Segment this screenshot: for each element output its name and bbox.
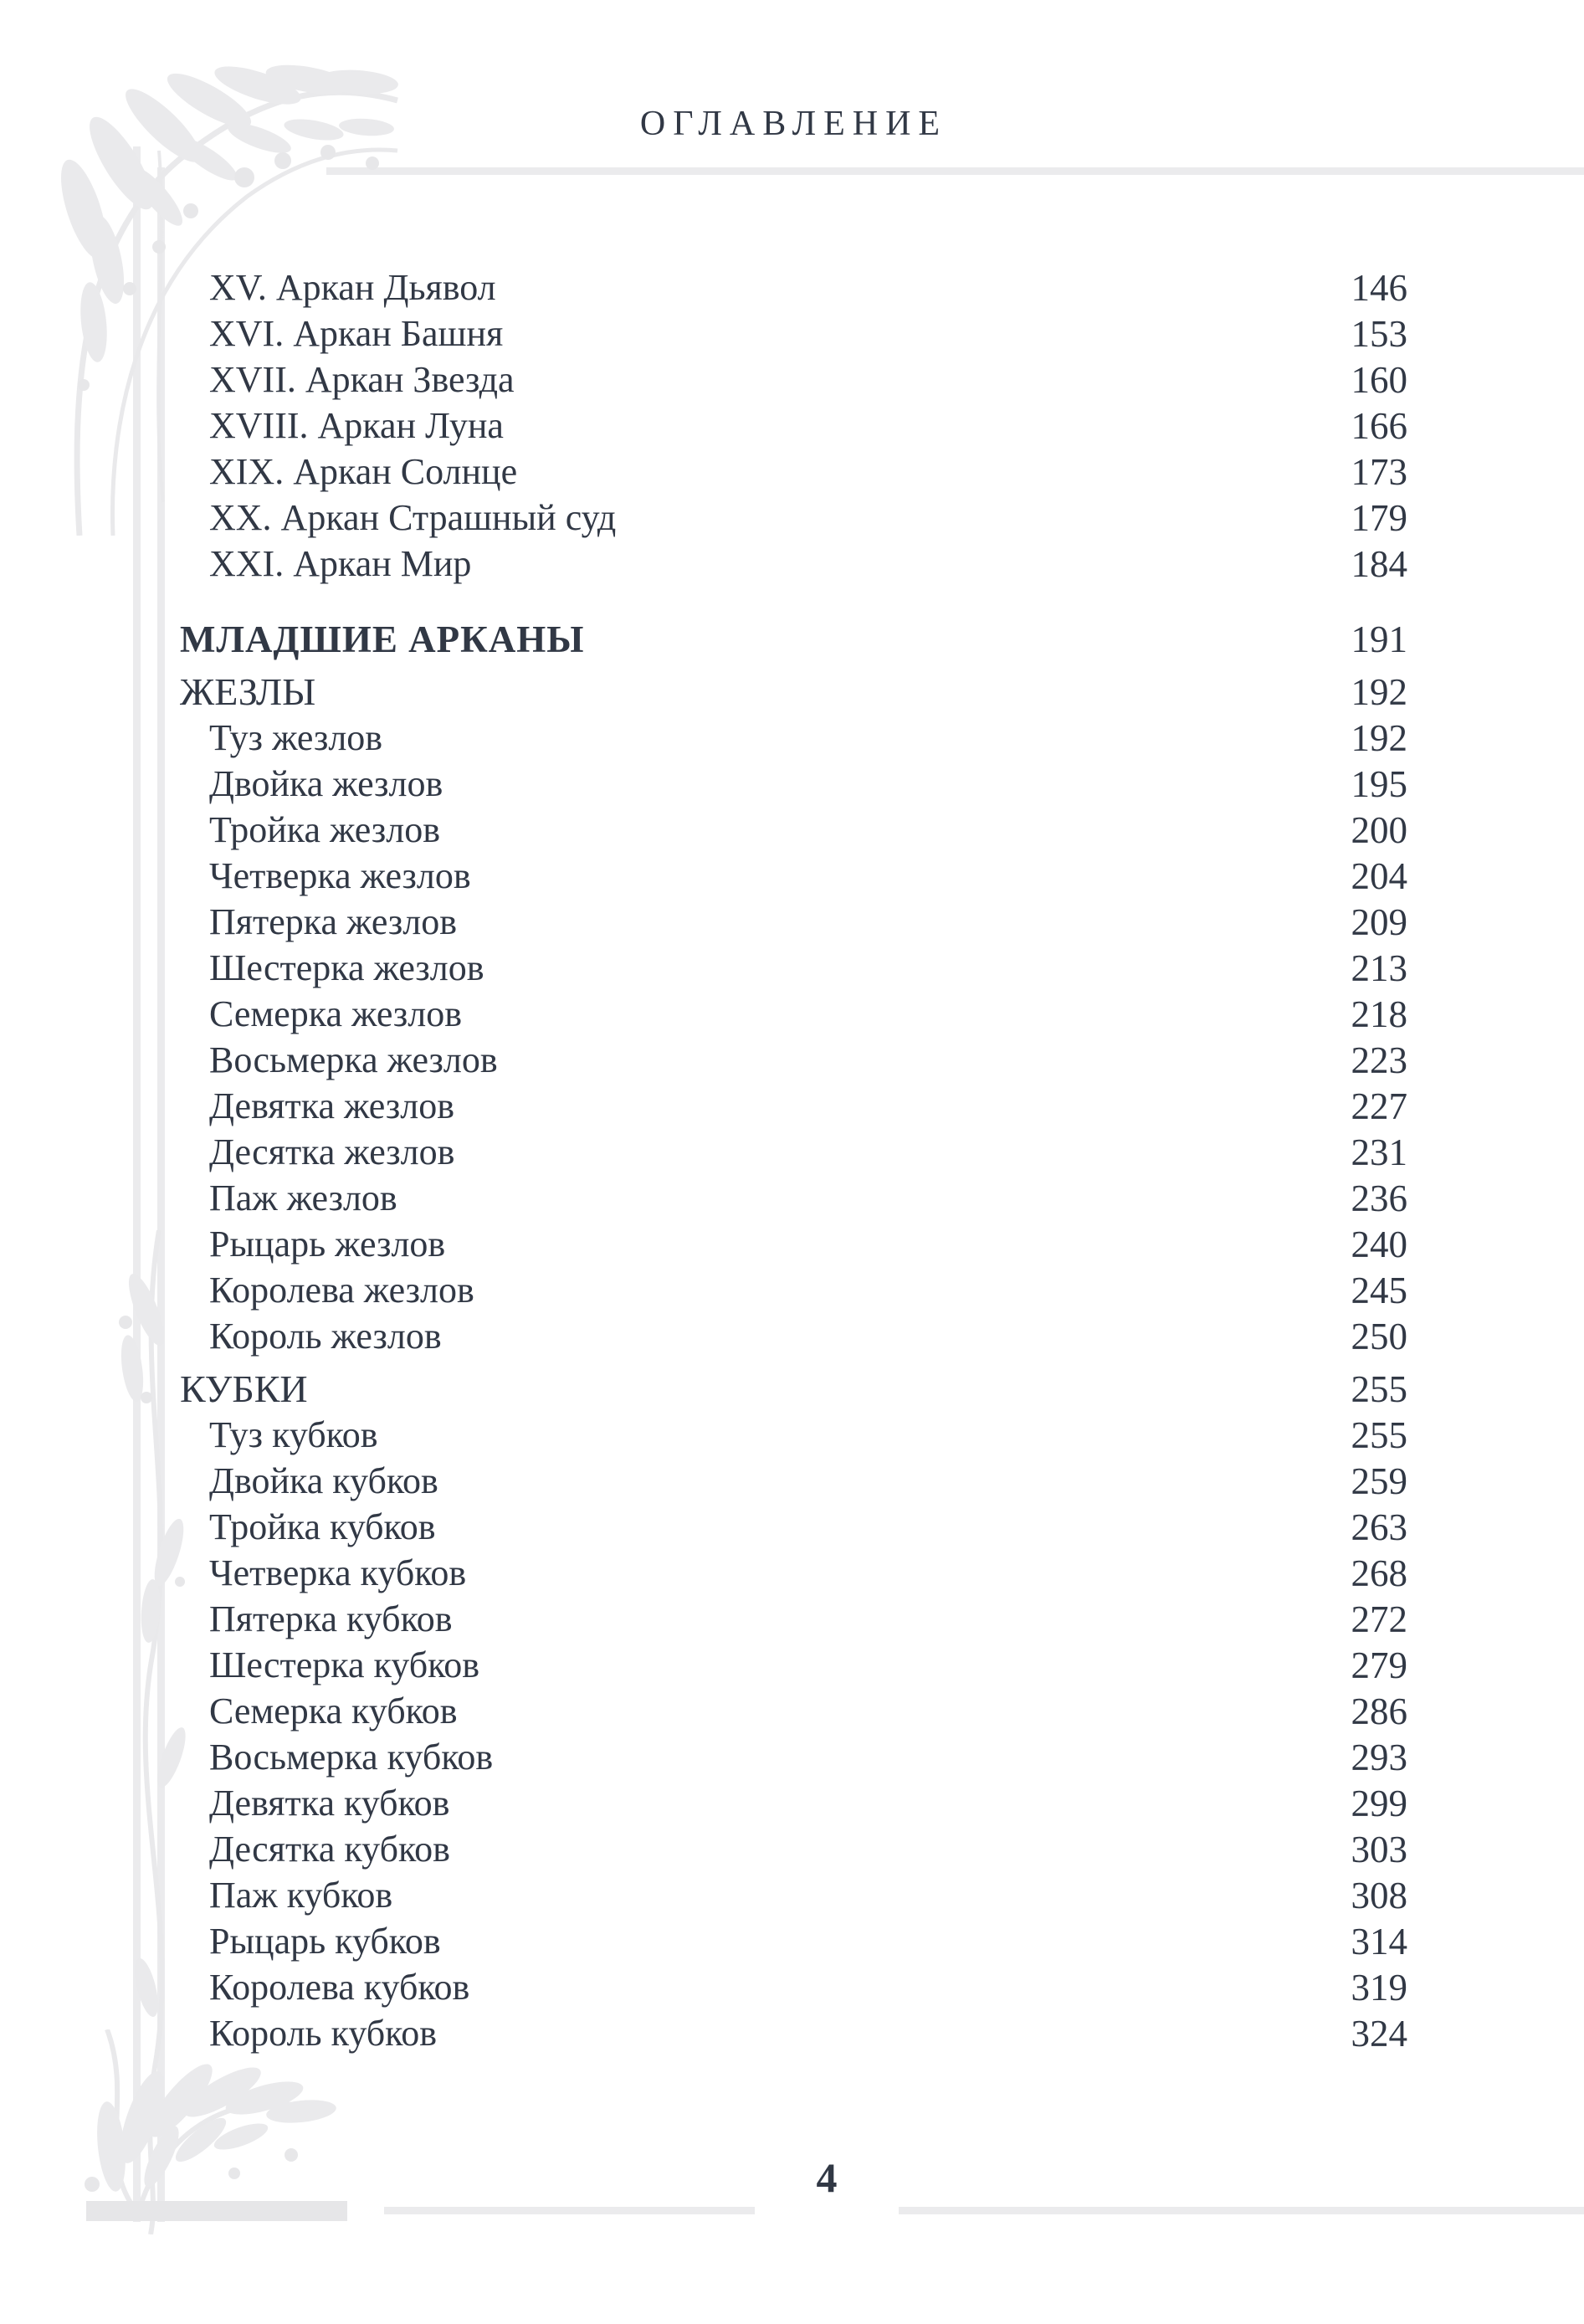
toc-entry-page: 173 [1351, 450, 1407, 493]
toc-row [180, 1826, 1407, 1872]
toc-entry-page: 259 [1351, 1460, 1407, 1502]
toc-entry-page: 255 [1351, 1367, 1407, 1410]
toc-row [180, 403, 1407, 449]
toc-entry-page: 268 [1351, 1552, 1407, 1594]
toc-entry-page: 250 [1351, 1315, 1407, 1357]
toc-entry-label: Король жезлов [209, 1316, 442, 1357]
toc-entry-label: Тройка жезлов [209, 809, 440, 850]
toc-entry-label: Королева кубков [209, 1967, 470, 2008]
toc-row [180, 1964, 1407, 2010]
toc-entry-page: 272 [1351, 1598, 1407, 1640]
page-title: ОГЛАВЛЕНИЕ [639, 105, 948, 143]
footer-rule-right [899, 2207, 1584, 2214]
toc-entry-label: Тройка кубков [209, 1506, 436, 1547]
toc-entry-page: 218 [1351, 993, 1407, 1035]
toc-entry-label: ЖЕЗЛЫ [180, 670, 316, 713]
toc-entry-label: Восьмерка кубков [209, 1737, 494, 1778]
toc-row [180, 1504, 1407, 1550]
toc-entry-page: 236 [1351, 1177, 1407, 1219]
toc-entry-page: 319 [1351, 1966, 1407, 2008]
toc-list [180, 264, 1407, 2056]
toc-entry-page: 227 [1351, 1085, 1407, 1127]
toc-entry-label: Король кубков [209, 2013, 438, 2054]
toc-entry-label: Паж кубков [209, 1875, 393, 1916]
toc-entry-page: 303 [1351, 1828, 1407, 1870]
toc-row [180, 945, 1407, 991]
header-rule [326, 167, 1584, 175]
toc-entry-page: 195 [1351, 762, 1407, 805]
toc-row [180, 1872, 1407, 1918]
toc-entry-page: 286 [1351, 1690, 1407, 1732]
toc-entry-label: Туз кубков [209, 1414, 378, 1455]
toc-entry-label: Двойка кубков [209, 1460, 438, 1501]
toc-row [180, 1412, 1407, 1458]
toc-entry-label: КУБКИ [180, 1367, 308, 1410]
toc-row [180, 541, 1407, 587]
toc-entry-page: 204 [1351, 854, 1407, 897]
toc-entry-label: Пятерка жезлов [209, 901, 458, 942]
toc-entry-label: XXI. Аркан Мир [209, 543, 472, 584]
toc-entry-page: 263 [1351, 1506, 1407, 1548]
toc-entry-label: Четверка жезлов [209, 855, 471, 896]
toc-entry-label: Семерка кубков [209, 1690, 458, 1731]
left-frame-outer-line [133, 146, 141, 2222]
toc-row [180, 1596, 1407, 1642]
toc-row [180, 853, 1407, 899]
toc-entry-label: XVII. Аркан Звезда [209, 359, 515, 400]
toc-row [180, 1918, 1407, 1964]
toc-entry-page: 184 [1351, 542, 1407, 585]
toc-row [180, 761, 1407, 807]
toc-entry-label: Девятка кубков [209, 1783, 450, 1824]
footer-page-number: 4 [816, 2154, 838, 2201]
toc-entry-page: 179 [1351, 496, 1407, 539]
toc-row [180, 1267, 1407, 1313]
toc-entry-label: Паж жезлов [209, 1177, 397, 1218]
toc-entry-page: 308 [1351, 1874, 1407, 1916]
toc-entry-page: 192 [1351, 670, 1407, 713]
toc-row [180, 1037, 1407, 1083]
toc-entry-page: 299 [1351, 1782, 1407, 1824]
toc-row [180, 1129, 1407, 1175]
toc-entry-page: 279 [1351, 1644, 1407, 1686]
toc-row [180, 715, 1407, 761]
toc-row [180, 1642, 1407, 1688]
toc-row [180, 899, 1407, 945]
toc-row [180, 357, 1407, 403]
toc-entry-label: XVI. Аркан Башня [209, 313, 504, 354]
toc-entry-label: МЛАДШИЕ АРКАНЫ [180, 618, 585, 660]
toc-entry-label: Семерка жезлов [209, 993, 463, 1034]
toc-entry-page: 255 [1351, 1413, 1407, 1456]
toc-entry-label: XV. Аркан Дьявол [209, 267, 496, 308]
toc-entry-label: XVIII. Аркан Луна [209, 405, 504, 446]
toc-entry-label: Восьмерка жезлов [209, 1039, 498, 1080]
toc-entry-page: 293 [1351, 1736, 1407, 1778]
toc-entry-label: Десятка кубков [209, 1829, 450, 1870]
toc-entry-label: XIX. Аркан Солнце [209, 451, 518, 492]
toc-row [180, 1313, 1407, 1359]
toc-entry-label: Рыцарь кубков [209, 1921, 441, 1962]
toc-entry-label: Рыцарь жезлов [209, 1224, 446, 1265]
toc-row [180, 991, 1407, 1037]
toc-row [180, 1688, 1407, 1734]
toc-row [180, 1366, 1407, 1412]
toc-row [180, 310, 1407, 357]
toc-row [180, 616, 1407, 662]
footer-rule-left [384, 2207, 755, 2214]
toc-entry-page: 192 [1351, 716, 1407, 759]
toc-entry-page: 160 [1351, 358, 1407, 401]
toc-row [180, 1734, 1407, 1780]
toc-entry-page: 200 [1351, 808, 1407, 851]
toc-row [180, 1221, 1407, 1267]
toc-row [180, 495, 1407, 541]
toc-entry-label: Девятка жезлов [209, 1085, 454, 1126]
toc-entry-page: 146 [1351, 266, 1407, 309]
toc-entry-page: 314 [1351, 1920, 1407, 1962]
toc-entry-page: 191 [1351, 618, 1407, 660]
toc-row [180, 264, 1407, 310]
toc-entry-page: 231 [1351, 1131, 1407, 1173]
toc-entry-page: 223 [1351, 1039, 1407, 1081]
toc-entry-label: Шестерка кубков [209, 1644, 480, 1685]
toc-entry-label: Туз жезлов [209, 717, 383, 758]
toc-row [180, 1458, 1407, 1504]
toc-entry-page: 153 [1351, 312, 1407, 355]
toc-row [180, 1175, 1407, 1221]
toc-entry-label: XX. Аркан Страшный суд [209, 497, 617, 538]
toc-entry-label: Шестерка жезлов [209, 947, 484, 988]
toc-row [180, 1550, 1407, 1596]
toc-entry-label: Десятка жезлов [209, 1131, 455, 1172]
toc-entry-page: 213 [1351, 947, 1407, 989]
toc-entry-page: 240 [1351, 1223, 1407, 1265]
toc-entry-page: 166 [1351, 404, 1407, 447]
left-frame-inner-line [157, 167, 165, 2222]
floral-ornament-bottom-left [40, 2029, 358, 2264]
toc-row [180, 807, 1407, 853]
toc-row [180, 1083, 1407, 1129]
toc-entry-page: 245 [1351, 1269, 1407, 1311]
toc-entry-page: 324 [1351, 2012, 1407, 2055]
toc-row [180, 449, 1407, 495]
toc-entry-label: Пятерка кубков [209, 1598, 453, 1639]
toc-row [180, 2010, 1407, 2056]
toc-entry-label: Королева жезлов [209, 1270, 474, 1311]
toc-row [180, 1780, 1407, 1826]
toc-entry-label: Двойка жезлов [209, 763, 443, 804]
toc-entry-label: Четверка кубков [209, 1552, 467, 1593]
toc-entry-page: 209 [1351, 900, 1407, 943]
toc-row [180, 669, 1407, 715]
